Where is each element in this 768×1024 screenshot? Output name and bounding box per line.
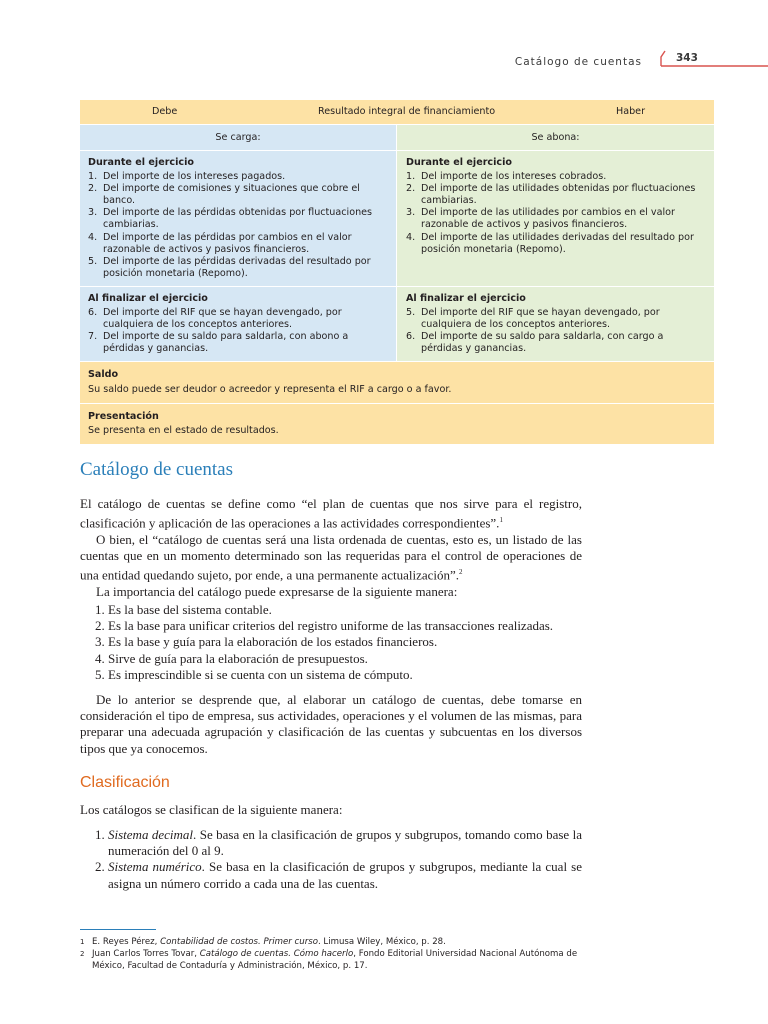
- list-item: [406, 183, 706, 207]
- debe-label: Debe: [152, 105, 178, 117]
- item-text: Es la base y guía para la elaboración de los estados financieros.: [108, 634, 438, 650]
- item-number: 2.: [88, 183, 98, 195]
- item-text: . Se basa en la clasificación de grupos y subgrupos, mediante la cual se asigna un número corrido a cada una de las cuentas.: [108, 859, 582, 891]
- paragraph-definition: [80, 496, 582, 600]
- account-table: [80, 100, 714, 444]
- item-number: 3.: [406, 207, 416, 219]
- footnote: [80, 948, 600, 972]
- presentacion-title: Presentación: [88, 410, 159, 422]
- account-title: Resultado integral de financiamiento: [318, 105, 496, 117]
- block-title: Durante el ejercicio: [88, 157, 194, 168]
- block-title: Al finalizar el ejercicio: [406, 292, 526, 304]
- footnote-title: Catálogo de cuentas. Cómo hacerlo: [199, 949, 354, 960]
- item-text: Del importe de las utilidades obtenidas por fluctuaciones cambiarias.: [421, 183, 696, 207]
- list-item: [80, 634, 582, 650]
- item-text: Del importe de su saldo para saldarla, con abono a pérdidas y ganancias.: [103, 331, 349, 355]
- item-text: Del importe de su saldo para saldarla, con cargo a pérdidas y ganancias.: [421, 331, 664, 355]
- list-item: [406, 171, 706, 183]
- block-title: Al finalizar el ejercicio: [88, 292, 208, 304]
- presentacion-row: [80, 403, 714, 444]
- item-number: 3.: [95, 634, 105, 650]
- footnote-text: E. Reyes Pérez,: [92, 937, 161, 947]
- item-text: Del importe de los intereses pagados.: [103, 171, 286, 183]
- item-number: 4.: [88, 231, 98, 243]
- item-number: 6.: [88, 307, 98, 319]
- page-number: 343: [676, 52, 698, 64]
- footnote-text: Juan Carlos Torres Tovar,: [92, 949, 200, 960]
- item-text: . Se basa en la clasificación de grupos y subgrupos, tomando como base la numeración del 0 al 9.: [108, 827, 583, 859]
- footnotes: [80, 936, 600, 973]
- saldo-title: Saldo: [88, 369, 119, 381]
- item-text: Del importe de las utilidades derivadas del resultado por posición monetaria (Repomo).: [421, 231, 694, 255]
- left-during-block: [80, 151, 397, 286]
- item-text: Del importe del RIF que se hayan devengado, por cualquiera de los conceptos anteriores.: [421, 307, 660, 331]
- right-during-block: [397, 151, 714, 286]
- footnote-divider: [80, 929, 156, 930]
- list-item: [88, 331, 388, 355]
- se-carga-label: Se carga:: [80, 125, 397, 150]
- end-row: [80, 286, 714, 361]
- list-item: [80, 618, 582, 634]
- item-number: 4.: [95, 650, 105, 666]
- list-item: [88, 307, 388, 331]
- footnote: [80, 936, 600, 948]
- item-number: 1.: [95, 827, 105, 842]
- footnote-mark: 1: [80, 938, 85, 946]
- item-number: 5.: [95, 666, 105, 682]
- se-abona-label: Se abona:: [397, 125, 714, 150]
- list-item: [406, 207, 706, 231]
- item-number: 3.: [88, 207, 98, 219]
- list-item: [80, 602, 582, 618]
- footnote-text: . Limusa Wiley, México, p. 28.: [317, 937, 446, 947]
- item-number: 6.: [406, 331, 416, 343]
- item-number: 1.: [406, 171, 416, 183]
- list-item: [406, 232, 706, 256]
- footnote-ref: 1: [499, 516, 503, 525]
- footnote-title: Contabilidad de costos. Primer curso: [160, 937, 318, 947]
- item-text: Es la base para unificar criterios del registro uniforme de las transacciones realizadas.: [108, 618, 554, 634]
- item-term: Sistema numérico: [108, 859, 202, 875]
- footnote-mark: 2: [80, 950, 85, 959]
- presentacion-text: Se presenta en el estado de resultados.: [88, 424, 279, 436]
- header-rule-icon: [655, 48, 768, 70]
- subsection-intro: Los catálogos se clasifican de la siguiente manera:: [80, 802, 343, 817]
- list-item: [80, 651, 582, 667]
- paragraph-text: La importancia del catálogo puede expresarse de la siguiente manera:: [96, 583, 458, 599]
- item-text: Del importe de las pérdidas por cambios en el valor razonable de activos y pasivos financieros.: [103, 231, 352, 255]
- list-item: [80, 827, 582, 859]
- list-item: [88, 183, 388, 207]
- list-item: [406, 307, 706, 331]
- right-end-block: [397, 287, 714, 361]
- item-text: Es la base del sistema contable.: [108, 602, 272, 617]
- saldo-row: [80, 361, 714, 402]
- item-number: 2.: [95, 859, 105, 875]
- footnote-ref: 2: [459, 568, 463, 577]
- item-text: Del importe de los intereses cobrados.: [421, 171, 607, 183]
- footnote-text: , Fondo Editorial Universidad Nacional Autónoma de México, Facultad de Contaduría y Administración, México, p. 17.: [92, 949, 578, 972]
- table-header-row: [80, 100, 714, 124]
- item-number: 1.: [88, 171, 98, 183]
- classification-list: [80, 827, 582, 892]
- during-row: [80, 150, 714, 286]
- list-item: [80, 667, 582, 683]
- item-term: Sistema decimal: [108, 827, 194, 842]
- item-text: Del importe de comisiones y situaciones que cobre el banco.: [103, 183, 360, 207]
- importance-list: [80, 602, 582, 683]
- item-text: Es imprescindible si se cuenta con un sistema de cómputo.: [108, 666, 413, 682]
- item-number: 2.: [406, 183, 416, 195]
- list-item: [88, 207, 388, 231]
- list-item: [88, 256, 388, 280]
- item-number: 4.: [406, 231, 416, 243]
- item-text: Sirve de guía para la elaboración de presupuestos.: [108, 650, 368, 666]
- list-item: [406, 331, 706, 355]
- item-number: 5.: [406, 307, 416, 319]
- list-item: [88, 171, 388, 183]
- section-title: Catálogo de cuentas: [80, 459, 234, 480]
- haber-label: Haber: [616, 105, 646, 117]
- paragraph-conclusion: De lo anterior se desprende que, al elaborar un catálogo de cuentas, debe tomarse en consideración el tipo de empresa, sus actividades, operaciones y el volumen de las mismas, para preparar una adecuada agrupación y clasificación de las cuentas y subcuentas en los diversos tipos que ya conocemos.: [80, 692, 582, 756]
- item-number: 7.: [88, 331, 98, 343]
- item-number: 5.: [88, 255, 98, 267]
- item-text: Del importe de las utilidades por cambios en el valor razonable de activos y pasivos financieros.: [421, 207, 675, 231]
- item-number: 1.: [95, 602, 105, 617]
- paragraph-text: O bien, el “catálogo de cuentas será una lista ordenada de cuentas, esto es, un listado de las cuentas que en un momento determinado son las requeridas para el control de operaciones de una entidad quedando sujeto, por ende, a una permanente actualización”.: [80, 531, 582, 583]
- table-subheader-row: [80, 124, 714, 150]
- block-title: Durante el ejercicio: [406, 157, 512, 168]
- paragraph-text: El catálogo de cuentas se define como “el plan de cuentas que nos sirve para el registro, clasificación y aplicación de las operaciones a las actividades correspondientes”.: [80, 496, 582, 531]
- left-end-block: [80, 287, 397, 361]
- item-text: Del importe de las pérdidas obtenidas por fluctuaciones cambiarias.: [103, 207, 373, 231]
- list-item: [88, 232, 388, 256]
- saldo-text: Su saldo puede ser deudor o acreedor y representa el RIF a cargo o a favor.: [88, 383, 452, 395]
- item-text: Del importe de las pérdidas derivadas del resultado por posición monetaria (Repomo).: [103, 255, 371, 279]
- list-item: [80, 859, 582, 891]
- item-text: Del importe del RIF que se hayan devengado, por cualquiera de los conceptos anteriores.: [103, 307, 342, 331]
- subsection-title: Clasificación: [80, 774, 170, 791]
- running-title: Catálogo de cuentas: [514, 56, 642, 68]
- item-number: 2.: [95, 618, 105, 634]
